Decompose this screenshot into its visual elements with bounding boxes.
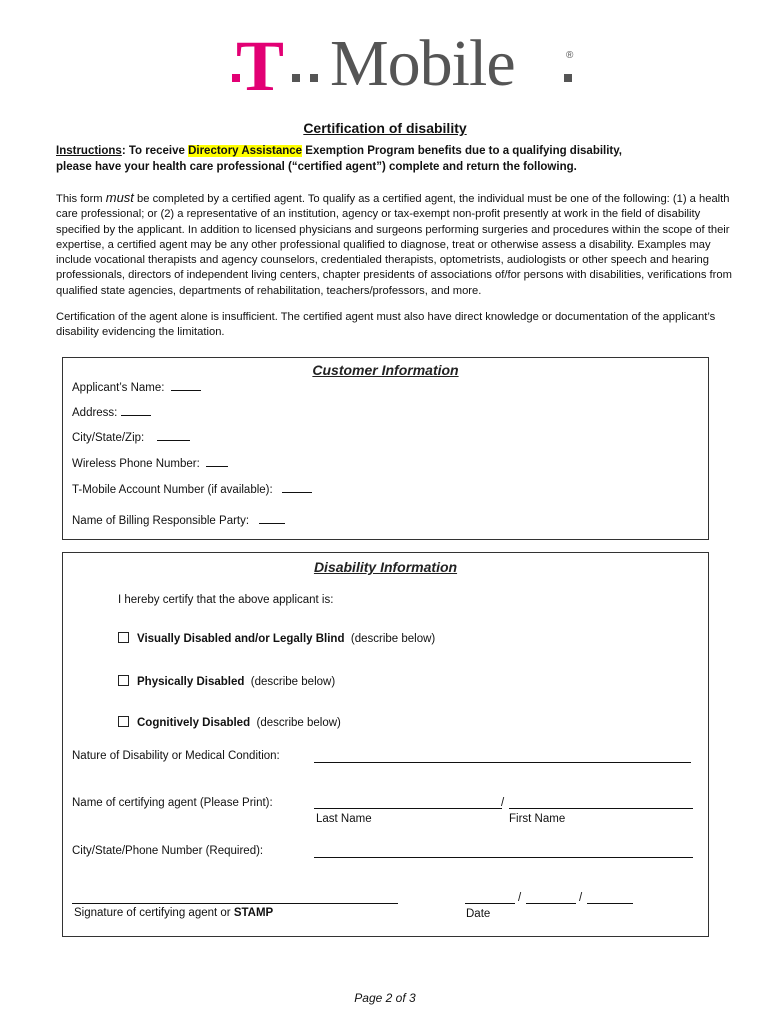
instructions-text-2: Exemption Program benefits due to a qualifying disability, bbox=[302, 145, 622, 157]
account-number-field[interactable] bbox=[72, 482, 312, 496]
certify-statement: I hereby certify that the above applicant is: bbox=[118, 594, 334, 606]
customer-information-heading: Customer Information bbox=[312, 362, 459, 378]
date-year-line[interactable] bbox=[587, 903, 633, 904]
city-state-zip-label: City/State/Zip: bbox=[72, 432, 145, 444]
city-state-phone-line[interactable] bbox=[314, 857, 693, 858]
checkbox[interactable] bbox=[118, 632, 129, 643]
wireless-phone-field[interactable] bbox=[72, 456, 228, 470]
city-state-phone-label: City/State/Phone Number (Required): bbox=[72, 845, 264, 857]
logo-dot bbox=[292, 74, 300, 82]
address-blank[interactable] bbox=[121, 405, 151, 416]
date-month-line[interactable] bbox=[465, 903, 515, 904]
first-name-line[interactable] bbox=[509, 808, 693, 809]
para-emphasis: must bbox=[105, 190, 134, 205]
page-number: Page 2 of 3 bbox=[354, 991, 416, 1005]
nature-of-disability-label: Nature of Disability or Medical Condition: bbox=[72, 750, 280, 762]
disability-information-heading: Disability Information bbox=[313, 559, 458, 575]
option-label: Visually Disabled and/or Legally Blind bbox=[137, 633, 345, 645]
last-name-caption: Last Name bbox=[316, 813, 372, 825]
applicant-name-label: Applicant’s Name: bbox=[72, 382, 165, 394]
billing-party-label: Name of Billing Responsible Party: bbox=[72, 515, 250, 527]
name-separator: / bbox=[501, 797, 505, 809]
signature-caption bbox=[74, 907, 273, 919]
applicant-name-blank[interactable] bbox=[171, 380, 201, 391]
para-text: This form bbox=[56, 193, 106, 205]
date-separator: / bbox=[518, 892, 522, 904]
logo-wordmark: Mobile bbox=[330, 27, 515, 100]
customer-information-section bbox=[62, 357, 709, 540]
page-title: Certification of disability bbox=[303, 120, 467, 136]
agent-name-label: Name of certifying agent (Please Print): bbox=[72, 797, 273, 809]
instructions-text-1: : To receive bbox=[121, 145, 189, 157]
eligibility-paragraph bbox=[56, 190, 746, 299]
disability-information-section bbox=[62, 552, 709, 937]
stamp-label: STAMP bbox=[233, 907, 274, 919]
instructions-label: Instructions bbox=[56, 145, 122, 157]
applicant-name-field[interactable] bbox=[72, 380, 201, 394]
city-state-zip-field[interactable] bbox=[72, 430, 190, 444]
option-physically-disabled[interactable] bbox=[118, 675, 335, 688]
logo-dot bbox=[564, 74, 572, 82]
wireless-phone-blank[interactable] bbox=[206, 456, 228, 467]
option-label: Physically Disabled bbox=[137, 676, 245, 688]
first-name-caption: First Name bbox=[509, 813, 566, 825]
date-separator: / bbox=[579, 892, 583, 904]
signature-label: Signature of certifying agent or bbox=[74, 907, 234, 919]
t-mobile-logo bbox=[226, 26, 586, 106]
date-day-line[interactable] bbox=[526, 903, 576, 904]
signature-line[interactable] bbox=[72, 903, 398, 904]
logo-t-letter: T bbox=[236, 26, 285, 106]
option-cognitively-disabled[interactable] bbox=[118, 716, 341, 729]
address-field[interactable] bbox=[72, 405, 151, 419]
option-label: Cognitively Disabled bbox=[137, 717, 251, 729]
account-number-blank[interactable] bbox=[282, 482, 312, 493]
address-label: Address: bbox=[72, 407, 118, 419]
instructions bbox=[56, 143, 716, 175]
para-text: be completed by a certified agent. To qualify as a certified agent, the individual must be one of the following: (1) a health care professional; or (2) a representative of an institution, agency or tax-exempt non-profit presently at work in the field of disability specified by the applicant. In addition to licensed physicians and surgeons performing surgeries and procedures within the scope of their expertise, a certified agent may be any other professional qualified to diagnose, treat or otherwise assess a disability. Examples may include vocational therapists and agency counselors, credentialed therapists, optometrists, audiologists or other speech and hearing professionals, directors of independent living centers, chapter presidents of associations of/for persons with disabilities, verifications from qualified state agencies, departments of rehabilitation, teachers/professors, and more. bbox=[56, 193, 732, 297]
checkbox[interactable] bbox=[118, 675, 129, 686]
option-visually-disabled[interactable] bbox=[118, 632, 435, 645]
option-note: (describe below) bbox=[250, 676, 336, 688]
billing-party-field[interactable] bbox=[72, 513, 285, 527]
nature-of-disability-line[interactable] bbox=[314, 762, 691, 763]
wireless-phone-label: Wireless Phone Number: bbox=[72, 458, 200, 470]
logo-registered-mark: ® bbox=[566, 50, 574, 61]
instructions-line-2: please have your health care professional (“certified agent”) complete and return the following. bbox=[56, 161, 577, 173]
city-state-zip-blank[interactable] bbox=[157, 430, 190, 441]
checkbox[interactable] bbox=[118, 716, 129, 727]
option-note: (describe below) bbox=[256, 717, 341, 729]
last-name-line[interactable] bbox=[314, 808, 502, 809]
logo-dot bbox=[310, 74, 318, 82]
billing-party-blank[interactable] bbox=[259, 513, 285, 524]
account-number-label: T-Mobile Account Number (if available): bbox=[72, 484, 273, 496]
date-caption: Date bbox=[466, 908, 491, 920]
instructions-highlight: Directory Assistance bbox=[188, 145, 303, 157]
option-note: (describe below) bbox=[350, 633, 436, 645]
agent-requirement-paragraph: Certification of the agent alone is insufficient. The certified agent must also have direct knowledge or documentation of the applicant’s disability evidencing the limitation. bbox=[56, 311, 716, 339]
